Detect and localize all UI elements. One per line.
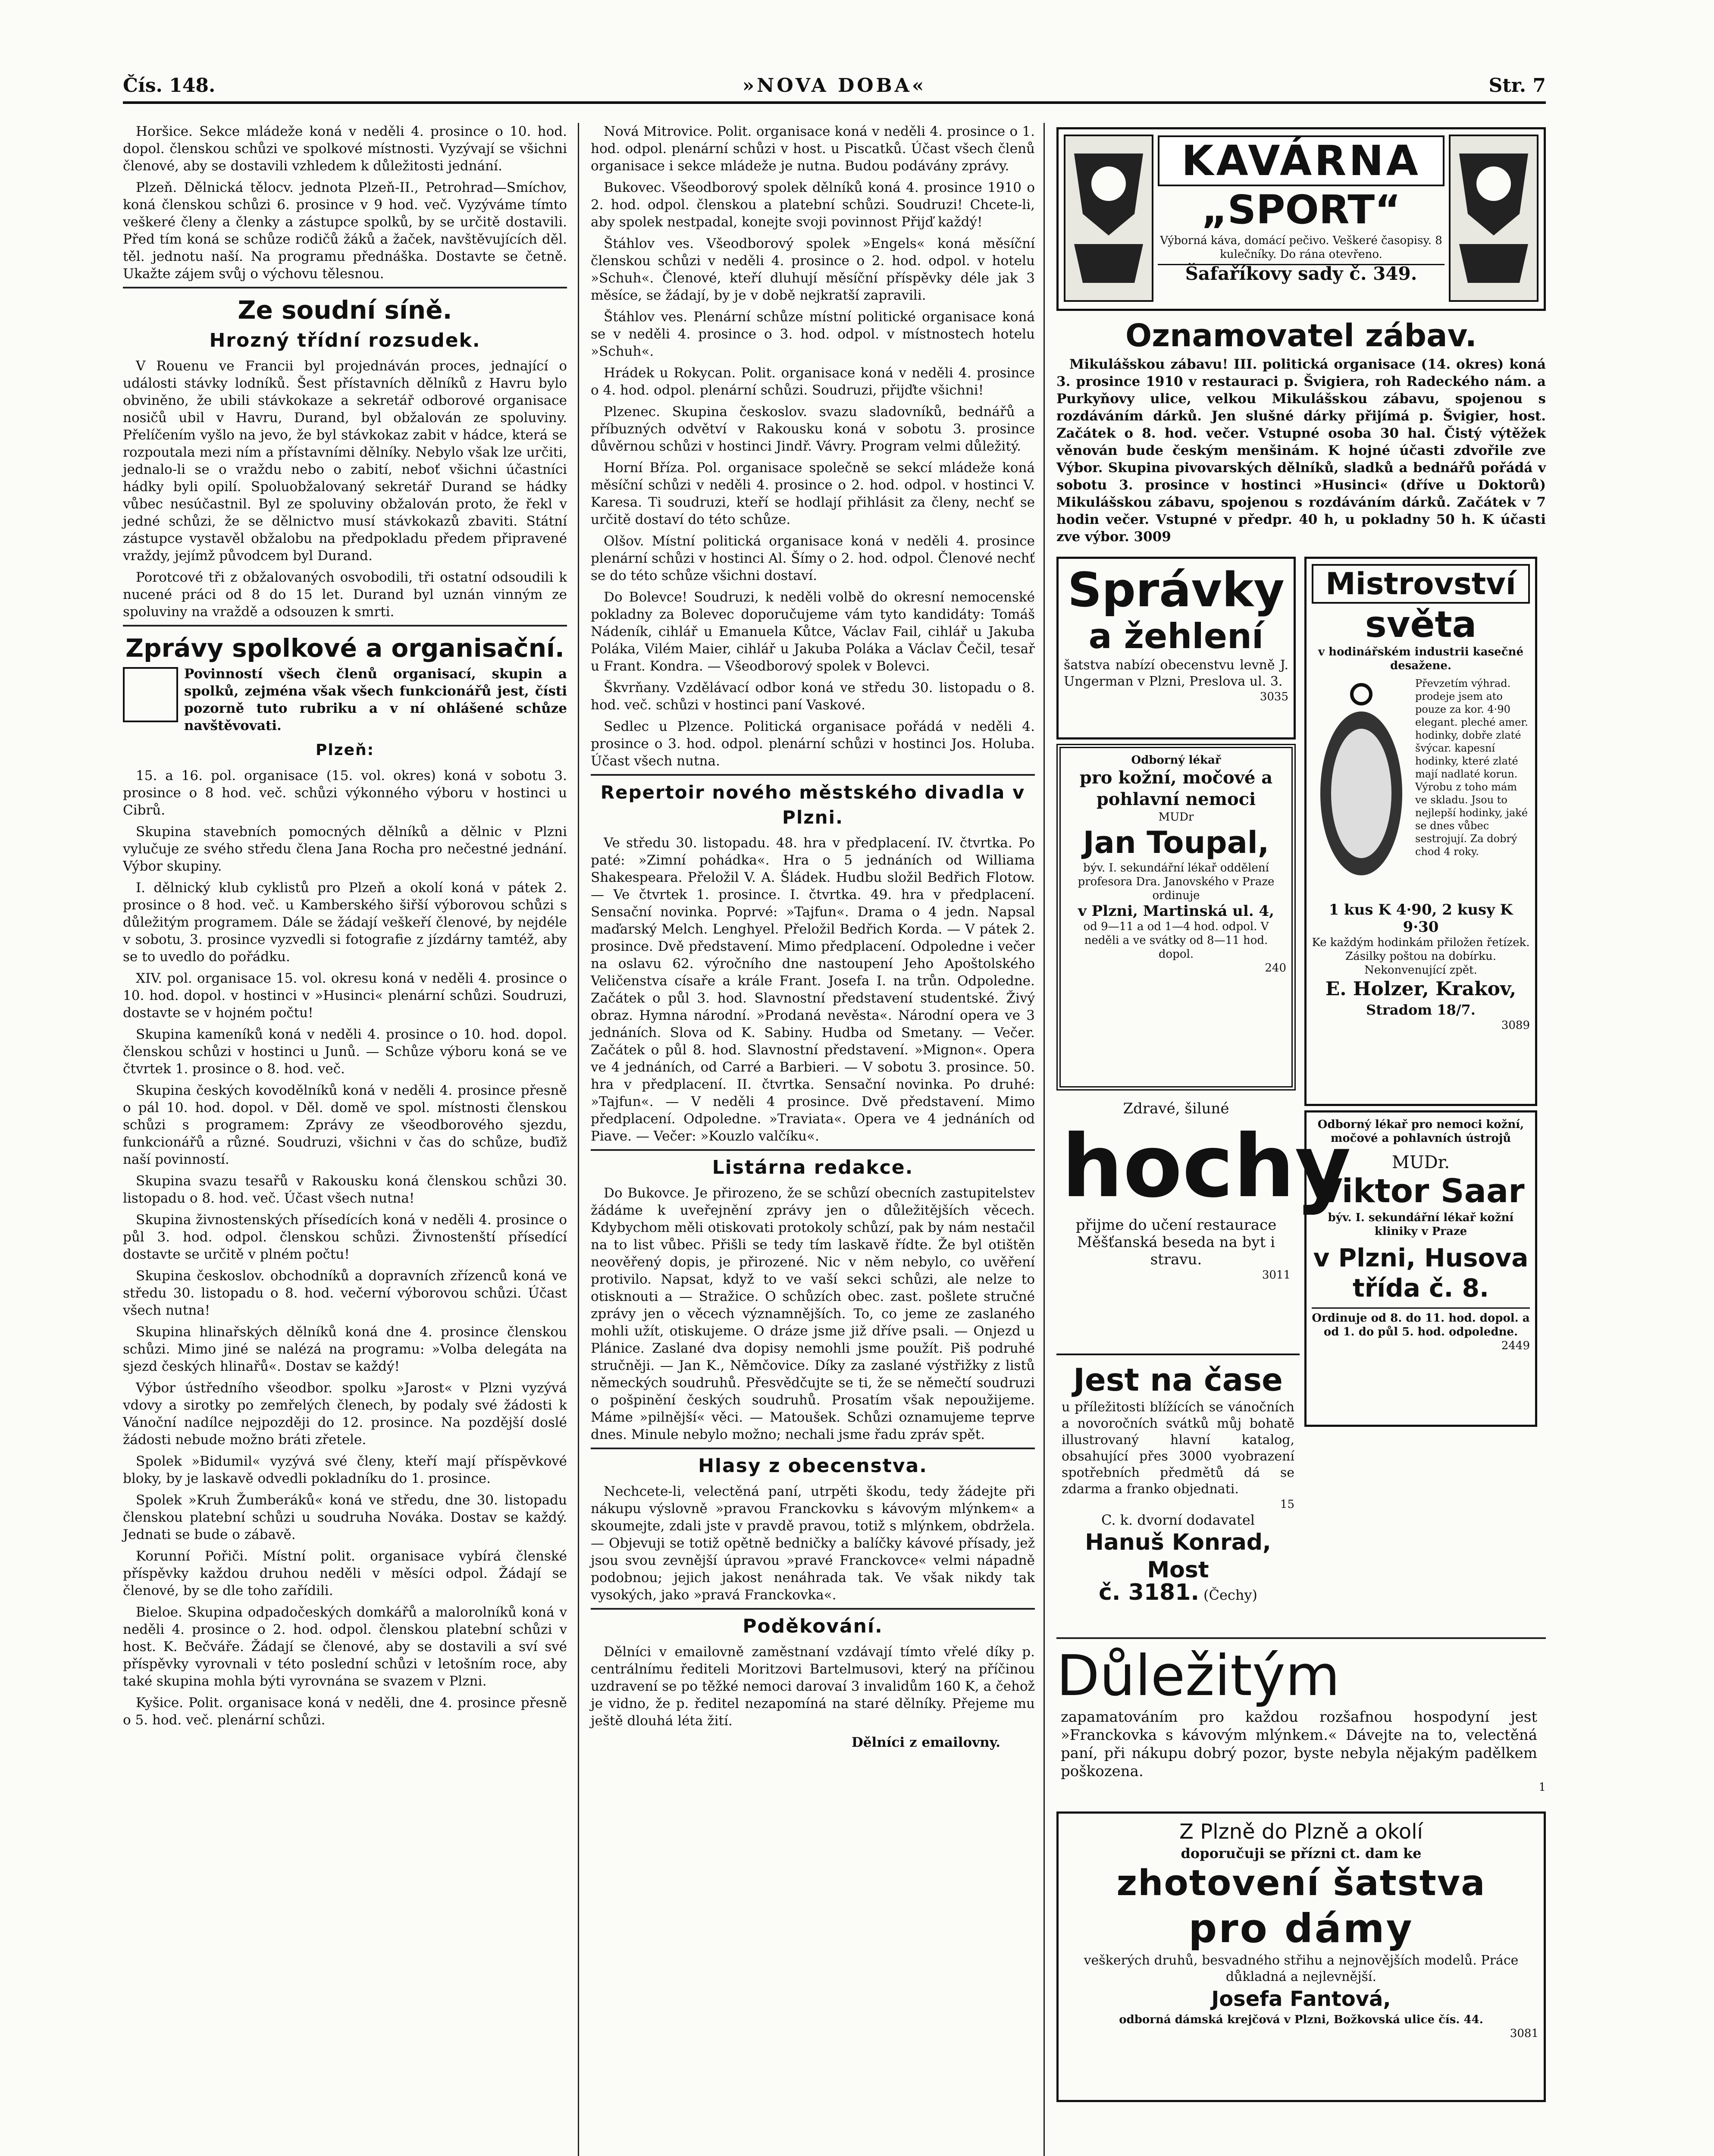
ad-text: v hodinářském industrii kasečné desažene. — [1318, 646, 1523, 672]
ad-address: v Plzni, Martinská ul. 4, — [1078, 903, 1274, 920]
notice-item: Nová Mitrovice. Polit. organisace koná v neděli 4. prosince o 1. hod. odpol. plenární schůzi v host. u Piscatků. Účast všech členů organisace i sekce mládeže je nutna. Budou podávány zprávy. — [591, 124, 1035, 174]
ad-mistrovstvi — [1304, 557, 1537, 1106]
ad-title: hochy — [1062, 1116, 1351, 1217]
ad-title: KAVÁRNA — [1158, 135, 1445, 186]
ad-toupal — [1056, 744, 1296, 1091]
ad-title: zhotovení šatstva — [1116, 1863, 1486, 1904]
notice-item: Kyšice. Polit. organisace koná v neděli, dne 4. prosince přesně o 5. hod. več. plenární schůzi. — [123, 1695, 567, 1728]
ad-name: Josefa Fantová, — [1211, 1987, 1391, 2011]
notice-item: Štáhlov ves. Všeodborový spolek »Engels« koná měsíční členskou schůzi v neděli 4. prosince o 2. hod. odpol. v hotelu »Schuh«. Členové, kteří dluhují měsíční příspěvky déle jak 3 měsíce, se žádají, by je v době nejkratší zapravili. — [591, 236, 1035, 303]
ad-text: od 9—11 a od 1—4 hod. odpol. V neděli a ve svátky od 8—11 hod. dopol. — [1083, 920, 1269, 961]
ad-saar — [1304, 1110, 1537, 1427]
notice-item: Bukovec. Všeodborový spolek dělníků koná 4. prosince 1910 o 2. hod. odpol. členskou a platební schůzi. Soudruzi! Chcete-li, aby spolek nestpadal, konejte svoji povinnost Přijď každý! — [591, 180, 1035, 230]
ad-number: 1 — [1539, 1781, 1546, 1794]
column-2 — [591, 123, 1035, 1751]
notice-item: Do Bolevce! Soudruzi, k neděli volbě do okresní nemocenské pokladny za Bolevec doporučujeme vám tyto kandidáty: Tomáš Nádeník, cihlář u Emanuela Kůtce, Václav Fail, cihlář u Jakuba Poláka, Vilém Maier, cihlář u Jakuba Poláka a Václav Čečil, tesař u Frant. Kondra. — Všeodborový spolek v Bolevci. — [591, 589, 1035, 674]
notice-item: Bieloe. Skupina odpadočeských domkářů a malorolníků koná v neděli 4. prosince o 2. hod. odpol. členskou platební schůzi v host. K. Bečváře. Žádají se členové, aby se dostavili a sví své příspěvky vyrovnali v této poslední schůzi v letošním roce, aby také skupina mohla býti vyrovnána se svazem v Plzni. — [123, 1604, 567, 1689]
ad-address: Šafaříkovy sady č. 349. — [1158, 264, 1445, 282]
city-heading: Plzeň: — [315, 741, 375, 759]
article-paragraph: Horšice. Sekce mládeže koná v neděli 4. prosince o 10. hod. dopol. členskou schůzi ve spolkové místnosti. Vyzývají se všichni členové, aby se dostavili vzhledem k důležitosti jednání. — [123, 124, 567, 174]
notice-item: Spolek »Bidumil« vyzývá své členy, kteří mají příspěvkové bloky, by je laskavě odvedli pokladníku do 1. prosince. — [123, 1454, 567, 1486]
ad-text: ordinuje — [1152, 889, 1200, 902]
ad-text: Ke každým hodinkám přiložen řetízek. Zásilky poštou na dobírku. Nekonvenující zpět. — [1312, 936, 1530, 977]
shield-emblem-icon — [1064, 135, 1153, 302]
divider — [123, 625, 567, 627]
divider — [591, 1448, 1035, 1449]
ad-number: 3035 — [1260, 690, 1288, 703]
notice-item: Skupina českých kovodělníků koná v neděli 4. prosince přesně o pál 10. hod. dopol. v Děl. domě ve spol. místnosti členskou schůzi s programem: Zprávy ze všeodborového sjezdu, funkcionářů a různé. Soudruzi, všichni v čas do schůze, buďiž naší povinností. — [123, 1083, 567, 1167]
ad-subtitle: světa — [1365, 603, 1477, 646]
ad-text: doporučuji se přízni ct. dam ke — [1181, 1845, 1422, 1861]
notice-item: Výbor ústředního všeodbor. spolku »Jarost« v Plzni vyzývá vdovy a sirotky po zemřelých členech, by podaly své žádosti k Vánoční nadílce nejpozději do 12. prosince. Na pozdější doslé žádosti nebude možno bráti zřetele. — [123, 1380, 567, 1448]
pocket-watch-icon — [1312, 677, 1411, 901]
section-heading-thanks: Poděkování. — [743, 1615, 883, 1637]
notice-item: Horní Bříza. Pol. organisace společně se sekcí mládeže koná měsíční schůzi v neděli 4. prosince o 2. hod. odpol. v hostinci V. Karesa. Ti soudruzi, kteří se hodlají přihlásit za členy, nechť se určitě dostaví do této schůze. — [591, 460, 1035, 527]
ad-number: 3011 — [1262, 1269, 1291, 1282]
article-paragraph: Do Bukovce. Je přirozeno, že se schůzí obecních zastupitelstev žádáme k uveřejnění zprávy jen o důležitějších věcech. Kdybychom měli otiskovati protokoly schůzí, pak by nám nestačil na to list vůbec. Přišli se tedy tím laskavě řídte. Že byl otištěn neověřený dopis, je přirozené. Nic v něm nebylo, co uvěření protivilo. Napsat, když to ve vaší sekci schůzi, ale nelze to otisknouti a — Stražice. O schůzích obec. zast. pošlete stručné zprávy jen o věcech významnějších. To, co jeme ze zaslaného mohli užít, otiskujeme. O dráze jsme již dříve psali. — Onjezd u Plánice. Zaslané dva dopisy nemohli jsme použít. Piš podruhé stručněji. — Jan K., Němčovice. Díky za zaslané výstřižky z listů německých soudruhů. Přesvědčujte se ti, že se němečtí soudruzi o pošpinění českých soudruhů. Prosatím však nepoužijeme. Máme »pilnější« věci. — Matoušek. Schůzi oznamujeme teprve dnes. Minule nebylo možno; nechali jsme řadu zpráv spět. — [591, 1185, 1035, 1442]
section-heading-spolky: Zprávy spolkové a organisační. — [125, 633, 564, 663]
notice-item: Skupina kameníků koná v neděli 4. prosince o 10. hod. dopol. členskou schůzi v hostinci u Junů. — Schůze výboru koná se ve čtvrtek 1. prosince o 8. hod. več. — [123, 1027, 567, 1077]
ad-text: MUDr — [1158, 811, 1194, 824]
column-3-ads — [1056, 123, 1546, 2106]
article-paragraph: Mikulášskou zábavu! III. politická organisace (14. okres) koná 3. prosince 1910 v restauraci p. Švigiera, roh Radeckého nám. a Purkyňovy ulice, velkou Mikulášskou zábavu, spojenou s rozdáváním dárků. Jen slušné dárky přijímá p. Švigier, host. Začátek o 8. hod. večer. Vstupné osoba 30 hal. Čistý výtěžek věnován bude českým menšinám. K hojné účasti zdvořile zve Výbor. Skupina pivovarských dělníků, sladků a bednářů pořádá v sobotu 3. prosince v hostinci »Husinci« (dříve u Doktorů) Mikulášskou zábavu, spojenou s rozdáváním dárků. Začátek v 7 hodin večer. Vstupné v předpr. 40 h, u pokladny 50 h. K účasti zve výbor. 3009 — [1056, 357, 1546, 545]
ad-number: 15 — [1280, 1498, 1294, 1511]
ad-number: 3081 — [1510, 2027, 1539, 2040]
ad-text: Zdravé, šiluné — [1123, 1100, 1229, 1117]
column-divider — [1043, 123, 1045, 2156]
newspaper-page — [123, 67, 1546, 2156]
ad-title: Mistrovství — [1312, 564, 1530, 604]
section-heading-court: Ze soudní síně. — [238, 295, 452, 325]
ad-dulezitym-text: zapamatováním pro každou rozšafnou hospodyní jest »Franckovka s kávovým mlýnkem.« Dávejte na to, velectěná paní, při nákupu dobrý pozor, byste nebyla nějakým padělkem poškozena. — [1061, 1708, 1537, 1780]
article-paragraph: Ve středu 30. listopadu. 48. hra v předplacení. IV. čtvrtka. Po paté: »Zimní pohádka«. Hra o 5 jednáních od Williama Shakespeara. Přeložil V. A. Šládek. Hudbu složil Bedřich Flotow. — Ve čtvrtek 1. prosince. I. čtvrtka. 49. hra v předplacení. Sensační novinka. Poprvé: »Tajfun«. Drama o 4 jedn. Napsal maďarský Melch. Lenghyel. Přeložil Bedřich Korda. — V pátek 2. prosince. Dvě představení. Mimo předplacení. Odpoledne i večer na oslavu 62. výročního dne nastoupení Jeho Apoštolského Veličenstva císaře a krále Frant. Josefa I. na trůn. Odpoledne. Začátek o půl 3. hod. Slavnostní představení studentské. Živý obraz. Hymna národní. »Prodaná nevěsta«. Národní opera ve 3 jednáních. Slova od K. Sabiny. Hudba od Smetany. — Večer. Začátek o půl 8. hod. Slavnostní představení. »Mignon«. Opera ve 4 jednáních, od Carré a Barbieri. — V sobotu 3. prosince. 50. hra v předplacení. II. čtvrtka. Sensační novinka. Po druhé: »Tajfun«. — V neděli 4 prosince. Dvě představení. Mimo předplacení. Odpoledne. »Traviata«. Opera ve 4 jednáních od Piave. — Večer: »Kouzlo valčíku«. — [591, 835, 1035, 1144]
ad-text: MUDr. — [1391, 1153, 1450, 1172]
notice-item: Sedlec u Plzence. Politická organisace pořádá v neděli 4. prosince o 3. hod. odpol. plenární schůzi v hostinci Jos. Holuba. Účast všech nutna. — [591, 719, 1035, 769]
ad-text: býv. I. sekundářní lékař kožní kliniky v Praze — [1328, 1211, 1514, 1238]
ad-address: odborná dámská krejčová v Plzni, Božkovská ulice čís. 44. — [1119, 2013, 1483, 2026]
divider — [123, 287, 567, 288]
page-header — [123, 71, 1546, 104]
section-heading-voices: Hlasy z obecenstva. — [698, 1455, 928, 1477]
notice-item: Skupina svazu tesařů v Rakousku koná členskou schůzi 30. listopadu o 8. hod. več. Účast všech nutna! — [123, 1173, 567, 1206]
ad-dulezitym-title: Důležitým — [1056, 1643, 1340, 1708]
ad-number: 3089 — [1501, 1019, 1530, 1032]
article-paragraph: Dělníci v emailovně zaměstnaní vzdávají tímto vřelé díky p. centrálnímu řediteli Moritzovi Bartelmusovi, který na příčinou uzdravení se po těžké nemoci darovaí 3 invalidům 160 K, a čehož je vidno, že p. ředitel nezapomíná na staré dělníky. Přejeme mu ještě dlouhá léta žití. — [591, 1644, 1035, 1729]
signature: Dělníci z emailovny. — [851, 1735, 1000, 1750]
notice-item: Spolek »Kruh Žumberáků« koná ve středu, dne 30. listopadu členskou platební schůzi u soudruha Nováka. Dostav se každý. Jednati se bude o zábavě. — [123, 1492, 567, 1542]
article-paragraph: V Rouenu ve Francii byl projednáván proces, jednající o události stávky lodníků. Šest přístavních dělníků z Havru bylo obviněno, že ubili stávkokaze a sekretář odborové organisace nosičů ubil v Havru, Durand, byl obžalován ze spoluviny. Přelíčením vyšlo na jevo, že byl stávkokaz zabit v hádce, která se rozpoutala mezi ním a přístavními dělníky. Nebylo však lze určiti, jednalo-li se o vraždu nebo o zabití, neboť všichni účastníci hádky byli opilí. Spoluobžalovaný sekretář Durand se hádky vůbec nesúčastnil. Byl ze spoluviny obžalován proto, že řekl v jedné schůzi, že se dělnictvo musí stávkokazů zbaviti. Státní zástupce vystavěl obžalobu na předpokladu předem připravené vraždy, jejímž původcem byl Durand. — [123, 358, 567, 564]
ad-text: (Čechy) — [1203, 1587, 1258, 1603]
ad-address: Stradom 18/7. — [1366, 1002, 1476, 1018]
notice-block — [123, 665, 567, 734]
ad-text: u příležitosti blížících se vánočních a novoročních svátků můj bohatě illustrovaný hlavní katalog, obsahující přes 3000 vyobrazení spotřebních předmětů dá se zdarma a franko objednati. — [1062, 1400, 1294, 1497]
ad-title: Správky — [1067, 562, 1285, 617]
ad-hochy — [1056, 1095, 1351, 1347]
notice-item: 15. a 16. pol. organisace (15. vol. okres) koná v sobotu 3. prosince o 8 hod. več. schůzi výkonného výboru v hostinci u Cibrů. — [123, 768, 567, 818]
section-heading-editor: Listárna redakce. — [712, 1156, 914, 1178]
section-heading-repertoire: Repertoir nového městského divadla v Plzni. — [600, 782, 1025, 828]
notice-item: Korunní Pořiči. Místní polit. organisace vybírá členské příspěvky každou druhou neděli v měsíci odpol. Žádají se členové, by se dle toho zařídili. — [123, 1548, 567, 1598]
ad-price: 1 kus K 4·90, 2 kusy K 9·30 — [1329, 901, 1513, 936]
newspaper-title: »NOVA DOBA« — [742, 75, 927, 97]
ad-address: č. 3181. — [1098, 1579, 1200, 1605]
notice-item: Plzenec. Skupina českoslov. svazu sladovníků, bednářů a příbuzných odvětví v Rakousku koná v sobotu 3. prosince důvěrnou schůzi v hostinci Jindř. Vávry. Program velmi důležitý. — [591, 404, 1035, 454]
divider — [591, 774, 1035, 776]
ad-subtitle: „SPORT“ — [1201, 187, 1401, 233]
ad-number: 240 — [1265, 962, 1286, 975]
ad-subtitle: a žehlení — [1088, 616, 1264, 656]
ad-kavarna-sport — [1056, 127, 1546, 311]
divider — [1056, 1637, 1546, 1639]
ad-text: C. k. dvorní dodavatel — [1101, 1512, 1255, 1528]
ad-number: 2449 — [1501, 1339, 1530, 1352]
shield-emblem-icon — [1449, 135, 1539, 302]
ad-text: Z Plzně do Plzně a okolí — [1179, 1820, 1423, 1844]
ad-text: býv. I. sekundářní lékař oddělení profesora Dra. Janovského v Praze — [1078, 862, 1275, 888]
ad-name: Hanuš Konrad, Most — [1085, 1529, 1271, 1583]
notice-item: Škvrňany. Vzdělávací odbor koná ve středu 30. listopadu o 8. hod. več. schůzi v hostinci paní Vaskové. — [591, 680, 1035, 713]
article-heading: Hrozný třídní rozsudek. — [209, 329, 481, 351]
ad-text: šatstva nabízí obecenstvu levně J. Ungerman v Plzni, Preslova ul. 3. — [1064, 658, 1288, 689]
notice-item: Skupina hlinařských dělníků koná dne 4. prosince členskou schůzi. Mimo jiné se nalézá na programu: »Volba delegáta na sjezd českých hlinařů«. Dostav se každý! — [123, 1324, 567, 1374]
ad-name: Viktor Saar — [1317, 1172, 1525, 1210]
column-1 — [123, 123, 567, 1733]
divider — [591, 1608, 1035, 1610]
ad-text: Ordinuje od 8. do 11. hod. dopol. a od 1. do půl 5. hod. odpoledne. — [1312, 1307, 1530, 1339]
ad-text: Převzetím výhrad. prodeje jsem ato pouze za kor. 4·90 elegant. pleché amer. hodinky, dobře zlaté švýcar. kapesní hodinky, které zlaté mají nadlaté korun. Výrobu z toho mám ve skladu. Jsou to nejlepší hodinky, jaké se dnes vůbec sestrojují. Za dobrý chod 4 roky. — [1415, 677, 1528, 858]
column-divider — [578, 123, 579, 2156]
notice-item: XIV. pol. organisace 15. vol. okresu koná v neděli 4. prosince o 10. hod. dopol. v hostinci v »Husinci« plenární schůzi. Soudruzi, dostavte se v hojném počtu! — [123, 971, 567, 1021]
article-paragraph: Porotcové tři z obžalovaných osvobodili, tři ostatní odsoudili k nucené práci od 8 do 15 let. Durand byl uznán vinným ze spoluviny na vraždě a odsouzen k smrti. — [123, 570, 567, 620]
page-number: Str. 7 — [1488, 75, 1546, 97]
ad-name: Jan Toupal, — [1083, 825, 1269, 860]
section-heading-zabavy: Oznamovatel zábav. — [1125, 317, 1477, 354]
notice-item: Skupina stavebních pomocných dělníků a dělnic v Plzni vylučuje ze svého středu člena Jana Rocha pro nečestné jednání. Výbor skupiny. — [123, 824, 567, 874]
notice-item: Skupina živnostenských přísedících koná v neděli 4. prosince o půl 3. hod. odpol. členskou schůzi. Živnostenští přísedící dostavte se určitě v plném počtu! — [123, 1212, 567, 1262]
article-paragraph: Nechcete-li, velectěná paní, utrpěti škodu, tedy žádejte při nákupu výslovně »pravou Franckovku s kávovým mlýnkem« a skoumejte, zdali jste v pravdě pravou, totiž s mlýnkem, obdržela. — Objevuji se totiž opětně bedničky a balíčky kávové přísady, jež jsou svou zevnější úpravou »pravé Franckovce« velmi nápadně podobnou; jejich jakost nenáhrada tak. Ve však nikdy tak vysokých, jako »pravá Franckovka«. — [591, 1484, 1035, 1603]
notice-item: Štáhlov ves. Plenární schůze místní politické organisace koná se v neděli 4. prosince o 3. hod. odpol. v místnostech hotelu »Schuh«. — [591, 309, 1035, 359]
divider — [591, 1149, 1035, 1151]
ad-address: v Plzni, Husova třída č. 8. — [1313, 1243, 1529, 1303]
ad-subtitle: pro kožní, močové a pohlavní nemoci — [1079, 768, 1273, 809]
notice-item: Skupina českoslov. obchodníků a dopravních zřízenců koná ve středu 30. listopadu o 8. hod. večerní výborovou schůzi. Účast všech nutna! — [123, 1268, 567, 1318]
notice-text: Povinností všech členů organisací, skupin a spolků, zejména však všech funkcionářů jest, čísti pozorně tuto rubriku a v ní ohlášené schůze navštěvovati. — [184, 666, 567, 733]
ad-text: veškerých druhů, besvadného střihu a nejnovějších modelů. Práce důkladná a nejlevnější. — [1084, 1953, 1519, 1984]
ad-title: Jest na čase — [1073, 1362, 1283, 1398]
ad-name: E. Holzer, Krakov, — [1325, 978, 1517, 1000]
notice-emblem-icon — [123, 667, 178, 722]
ad-text: přijme do učení restaurace Měšťanská beseda na byt i stravu. — [1075, 1216, 1277, 1268]
notice-item: Olšov. Místní politická organisace koná v neděli 4. prosince plenární schůzi v hostinci Al. Šímy o 2. hod. odpol. Členové nechť se do této schůze všichni dostaví. — [591, 533, 1035, 583]
ad-spravky — [1056, 557, 1296, 740]
article-paragraph: Plzeň. Dělnická tělocv. jednota Plzeň-II., Petrohrad—Smíchov, koná členskou schůzi 6. prosince v 9 hod. več. Vyzýváme tímto veškeré členy a členky a zástupce spolků, by se určitě dostavili. Před tím koná se schůze rodičů žáků a žaček, navštěvujících děl. těl. jednotu naší. Na programu přednáška. Dostavte se četně. Ukažte zájem svůj o výchovu tělesnou. — [123, 180, 567, 282]
ad-title: Odborný lékař pro nemoci kožní, močové a pohlavních ústrojů — [1317, 1118, 1524, 1145]
notice-item: Hrádek u Rokycan. Polit. organisace koná v neděli 4. prosince o 4. hod. odpol. plenární schůzi. Soudruzi, přijďte všichni! — [591, 365, 1035, 398]
ad-fantova — [1056, 1811, 1546, 2102]
ad-subtitle: pro dámy — [1188, 1905, 1414, 1952]
ad-jest-na-case — [1056, 1354, 1300, 1633]
ad-title: Odborný lékař — [1131, 754, 1221, 767]
issue-number: Čís. 148. — [123, 75, 216, 97]
ad-text: Výborná káva, domácí pečivo. Veškeré časopisy. 8 kulečníky. Do rána otevřeno. — [1160, 234, 1442, 261]
notice-item: I. dělnický klub cyklistů pro Plzeň a okolí koná v pátek 2. prosince o 8 hod. več. u Kamberského šiřší výborovou schůzi s důležitým programem. Dále se žádají veškeří členové, by nejdéle v sobotu, 3. prosince vyzvedli si fotografie z jízdárny tamtéž, aby se to uvedlo do pořádku. — [123, 880, 567, 965]
